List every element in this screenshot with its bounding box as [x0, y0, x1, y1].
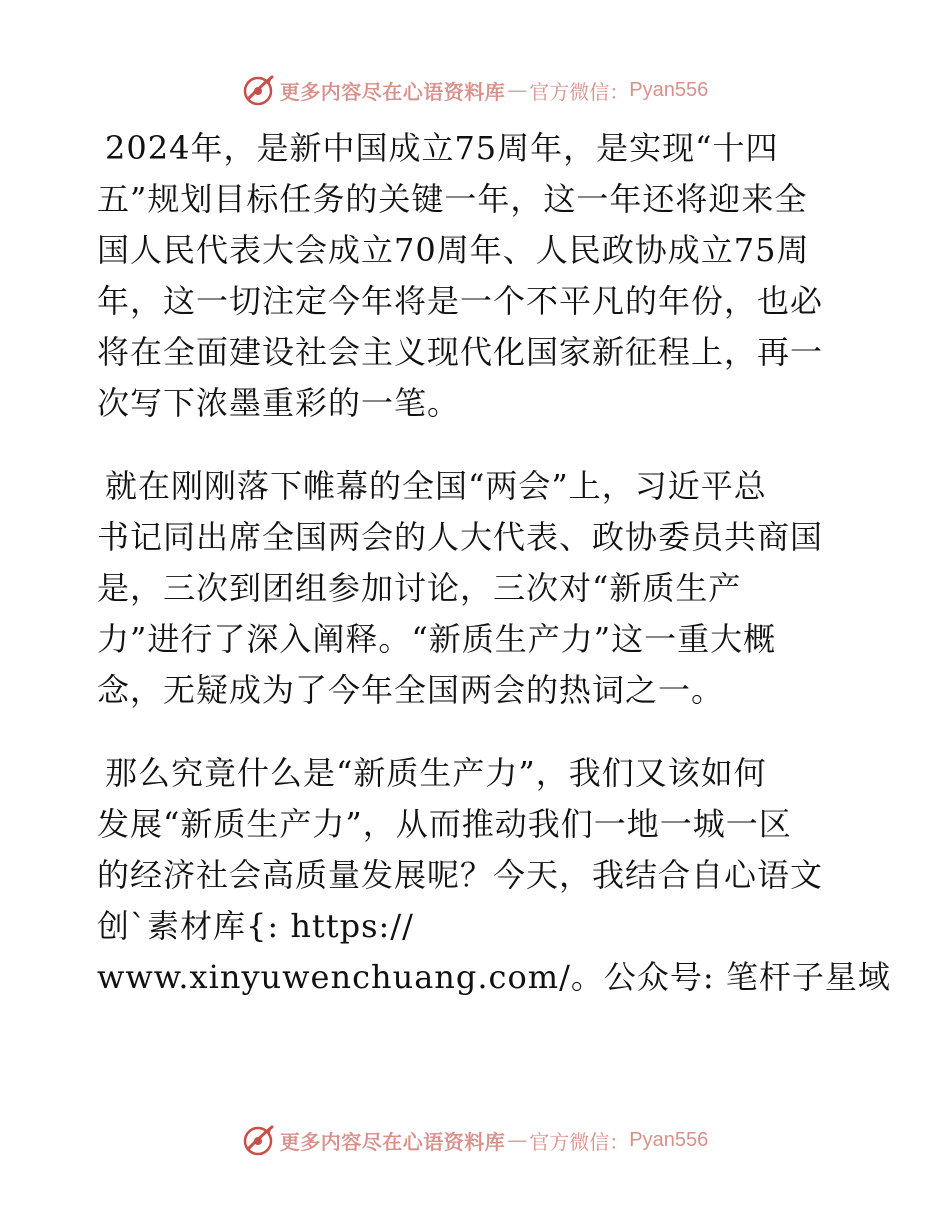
- text-line: 力”进行了深入阐释。“新质生产力”这一重大概: [97, 620, 777, 658]
- text-line: 国人民代表大会成立70周年、人民政协成立75周: [97, 231, 810, 269]
- watermark-separator: —: [507, 1128, 528, 1152]
- pen-logo-icon: [242, 73, 276, 107]
- text-line: 创`素材库{: https://: [97, 907, 414, 945]
- watermark-label: 官方微信：: [529, 1129, 630, 1154]
- paragraph-2: [97, 461, 857, 716]
- watermark-label: 官方微信：: [529, 79, 630, 104]
- watermark-handle: Pyan556: [629, 78, 709, 101]
- text-line: 书记同出席全国两会的人大代表、政协委员共商国: [97, 518, 824, 556]
- watermark-title: 更多内容尽在心语资料库: [279, 1129, 506, 1154]
- text-line: 2024年，是新中国成立75周年，是实现“十四: [105, 129, 779, 167]
- text-line: 就在刚刚落下帷幕的全国“两会”上，习近平总: [105, 467, 767, 505]
- text-line: 那么究竟什么是“新质生产力”，我们又该如何: [105, 754, 767, 792]
- paragraph-3: [97, 748, 891, 1003]
- text-line: www.xinyuwenchuang.com/。公众号: 笔杆子星域: [97, 958, 891, 996]
- pen-logo-icon: [242, 1123, 276, 1157]
- document-body: [97, 123, 891, 1035]
- text-line: 发展“新质生产力”，从而推动我们一地一城一区: [97, 805, 792, 843]
- text-line: 年，这一切注定今年将是一个不平凡的年份，也必: [97, 282, 824, 320]
- watermark-title: 更多内容尽在心语资料库: [279, 79, 506, 104]
- text-line: 次写下浓墨重彩的一笔。: [97, 384, 461, 422]
- text-line: 五”规划目标任务的关键一年，这一年还将迎来全: [97, 180, 808, 218]
- watermark-handle: Pyan556: [629, 1128, 709, 1151]
- paragraph-1: [97, 123, 857, 429]
- text-line: 念，无疑成为了今年全国两会的热词之一。: [97, 671, 725, 709]
- text-line: 将在全面建设社会主义现代化国家新征程上，再一: [97, 333, 824, 371]
- watermark-separator: —: [507, 78, 528, 102]
- header-watermark: [0, 70, 950, 110]
- text-line: 是，三次到团组参加讨论，三次对“新质生产: [97, 569, 742, 607]
- footer-watermark: [0, 1120, 950, 1160]
- text-line: 的经济社会高质量发展呢？今天，我结合自心语文: [97, 856, 824, 894]
